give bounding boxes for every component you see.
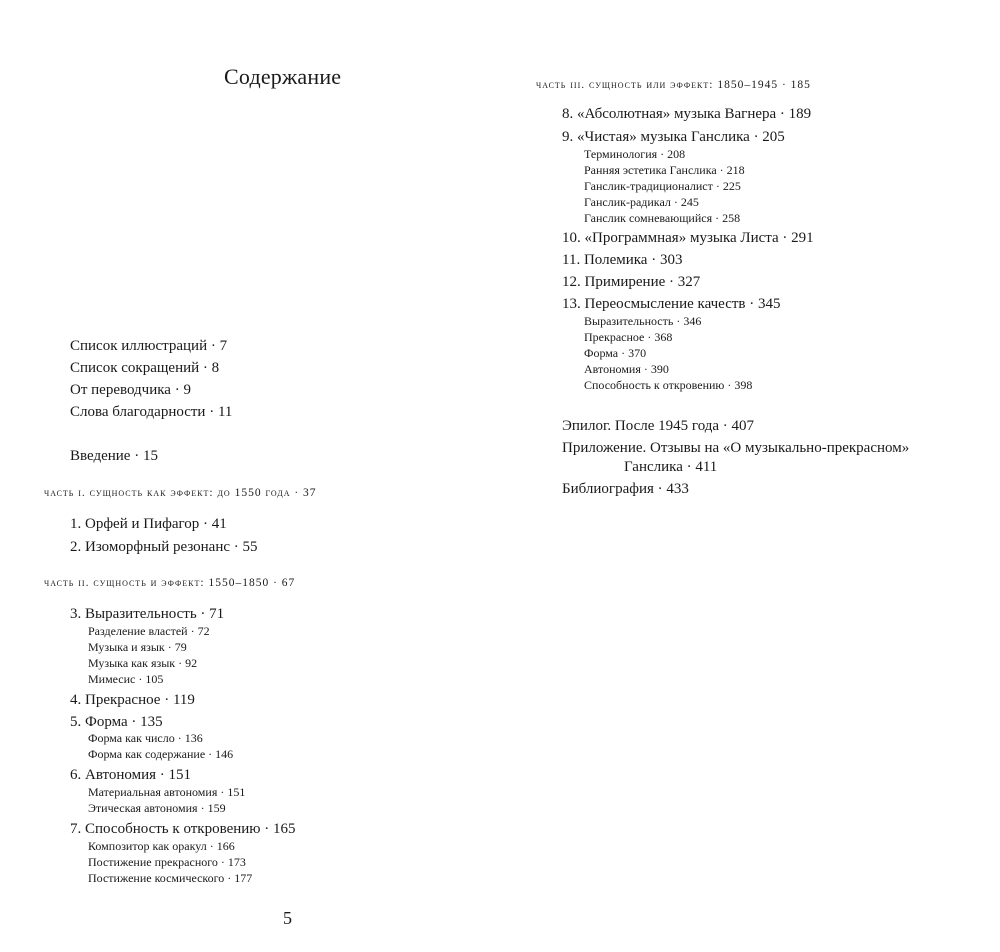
toc-section[interactable]: Терминология · 208	[584, 147, 686, 161]
toc-chapter-11[interactable]: 11. Полемика · 303	[562, 252, 683, 268]
toc-section[interactable]: Прекрасное · 368	[584, 330, 673, 344]
toc-chapter-10[interactable]: 10. «Программная» музыка Листа · 291	[562, 230, 814, 246]
toc-section[interactable]: Музыка и язык · 79	[88, 640, 187, 654]
toc-section[interactable]: Ганслик сомневающийся · 258	[584, 211, 741, 225]
toc-section[interactable]: Форма как число · 136	[88, 731, 203, 745]
toc-chapter-7[interactable]: 7. Способность к откровению · 165	[70, 821, 296, 837]
toc-chapter-4[interactable]: 4. Прекрасное · 119	[70, 692, 195, 708]
toc-entry-illustrations[interactable]: Список иллюстраций · 7	[70, 338, 228, 354]
toc-chapter-13[interactable]: 13. Переосмысление качеств · 345	[562, 296, 781, 312]
toc-section[interactable]: Музыка как язык · 92	[88, 656, 198, 670]
toc-chapter-1[interactable]: 1. Орфей и Пифагор · 41	[70, 516, 227, 532]
toc-entry-bibliography[interactable]: Библиография · 433	[562, 481, 689, 497]
toc-section[interactable]: Автономия · 390	[584, 362, 669, 376]
toc-chapter-3[interactable]: 3. Выразительность · 71	[70, 606, 225, 622]
toc-entry-acknowledgements[interactable]: Слова благодарности · 11	[70, 404, 233, 420]
part-heading-2[interactable]: часть ii. сущность и эффект: 1550–1850 · 67	[44, 577, 296, 589]
toc-chapter-9[interactable]: 9. «Чистая» музыка Ганслика · 205	[562, 129, 785, 145]
toc-chapter-8[interactable]: 8. «Абсолютная» музыка Вагнера · 189	[562, 106, 812, 122]
toc-chapter-5[interactable]: 5. Форма · 135	[70, 714, 163, 730]
toc-section[interactable]: Постижение космического · 177	[88, 871, 253, 885]
toc-entry-introduction[interactable]: Введение · 15	[70, 448, 158, 464]
toc-section[interactable]: Ганслик-радикал · 245	[584, 195, 699, 209]
toc-section[interactable]: Этическая автономия · 159	[88, 801, 226, 815]
toc-section[interactable]: Ганслик-традиционалист · 225	[584, 179, 741, 193]
toc-section[interactable]: Ранняя эстетика Ганслика · 218	[584, 163, 745, 177]
toc-entry-appendix[interactable]: Приложение. Отзывы на «О музыкально-прекрасном»	[562, 440, 910, 456]
toc-chapter-2[interactable]: 2. Изоморфный резонанс · 55	[70, 539, 258, 555]
toc-entry-abbreviations[interactable]: Список сокращений · 8	[70, 360, 220, 376]
toc-section[interactable]: Форма · 370	[584, 346, 647, 360]
toc-entry-appendix-continued[interactable]: Ганслика · 411	[624, 459, 718, 475]
toc-entry-epilogue[interactable]: Эпилог. После 1945 года · 407	[562, 418, 755, 434]
page-number: 5	[283, 908, 292, 928]
page-title: Содержание	[224, 64, 342, 89]
toc-chapter-6[interactable]: 6. Автономия · 151	[70, 767, 192, 783]
toc-section[interactable]: Форма как содержание · 146	[88, 747, 234, 761]
toc-section[interactable]: Разделение властей · 72	[88, 624, 210, 638]
toc-chapter-12[interactable]: 12. Примирение · 327	[562, 274, 701, 290]
toc-entry-translator[interactable]: От переводчика · 9	[70, 382, 191, 398]
toc-section[interactable]: Композитор как оракул · 166	[88, 839, 235, 853]
toc-section[interactable]: Материальная автономия · 151	[88, 785, 246, 799]
part-heading-1[interactable]: часть i. сущность как эффект: до 1550 года · 37	[44, 487, 317, 499]
part-heading-3[interactable]: часть iii. сущность или эффект: 1850–1945 · 185	[536, 79, 811, 91]
toc-section[interactable]: Постижение прекрасного · 173	[88, 855, 246, 869]
toc-section[interactable]: Способность к откровению · 398	[584, 378, 753, 392]
toc-section[interactable]: Мимесис · 105	[88, 672, 164, 686]
toc-section[interactable]: Выразительность · 346	[584, 314, 702, 328]
